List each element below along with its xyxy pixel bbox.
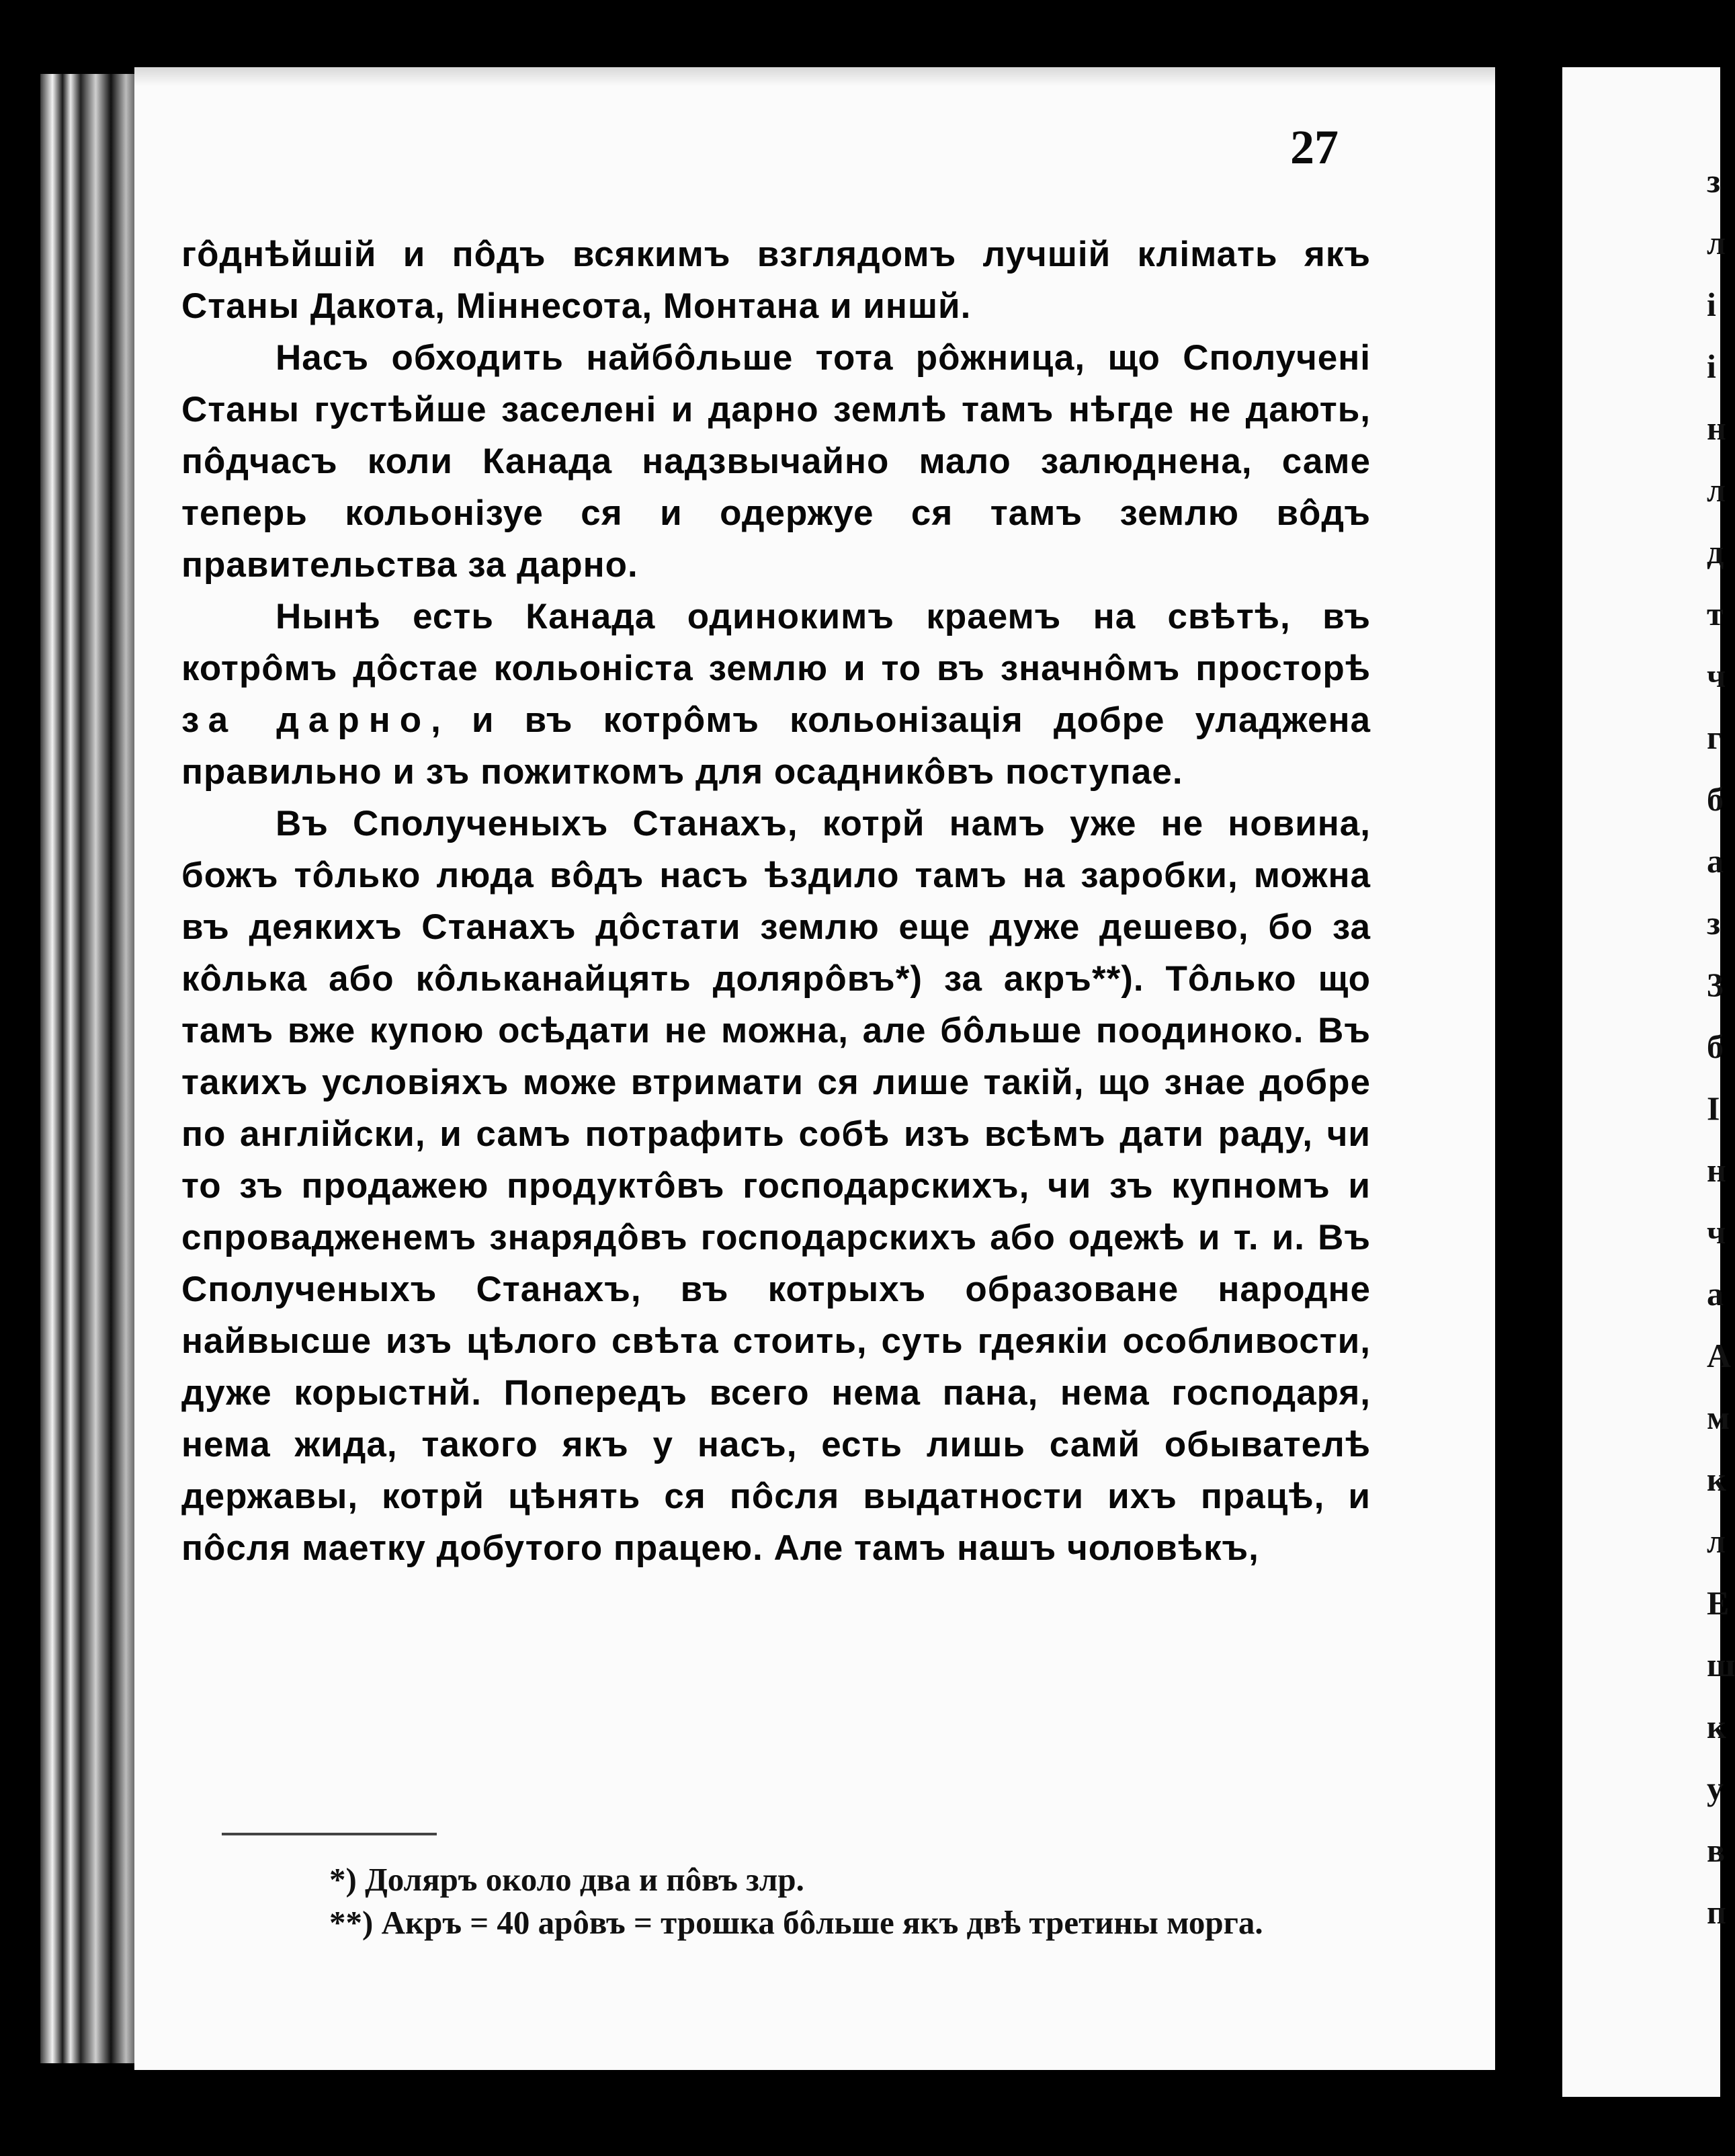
adjacent-page-letter: і — [1707, 347, 1716, 385]
paragraph-4: Въ Сполученыхъ Станахъ, котрй намъ уже не новина, божъ тôлько люда вôдъ насъ ѣздило тамъ на заробки, можна въ деякихъ Станахъ дôстати землю еще дуже дешево, бо за кôлька або кôльканайцять долярôвъ*) за акръ**). Тôлько що тамъ вже купою осѣдати не можна, але бôльше поодиноко. Въ такихъ условіяхъ може втримати ся лише такій, що знае добре по англійски, и самъ потрафить собѣ изъ всѣмъ дати раду, чи то зъ продажею продуктôвъ господарскихъ, чи зъ купномъ и спровадженемъ знарядôвъ господарскихъ або одежѣ и т. и. Въ Сполученыхъ Станахъ, въ котрыхъ образоване народне найвысше изъ цѣлого свѣта стоить, суть гдеякіи особливости, дуже корыстнй. Попередъ всего нема пана, нема господаря, нема жида, такого якъ у насъ, есть лишь самй обывателѣ державы, котрй цѣнять ся пôсля выдатности ихъ працѣ, и пôсля маетку добутого працею. Але тамъ нашъ чоловѣкъ, — [181, 804, 1371, 1568]
adjacent-page-letter: н — [1707, 409, 1726, 447]
adjacent-page-letter: у — [1707, 1770, 1724, 1807]
adjacent-page-letter: л — [1707, 224, 1726, 261]
adjacent-page-letter: 3 — [1707, 966, 1724, 1003]
adjacent-page-letter: ш — [1707, 1646, 1735, 1684]
adjacent-page-letter: д — [1707, 533, 1724, 571]
paragraph-3-after: , и въ котрôмъ кольонізація добре уладжена правильно и зъ пожиткомъ для осадникôвъ поступае. — [181, 700, 1371, 792]
adjacent-page-letter: і — [1707, 286, 1716, 323]
paragraph-3-spaced-phrase: за дарно — [181, 700, 431, 740]
paragraph-2: Насъ обходить найбôльше тота рôжница, що Сполучені Станы густѣйше заселені и дарно землѣ тамъ нѣгде не дають, пôдчасъ коли Канада надзвычайно мало залюднена, саме теперь кольонізуе ся и одержуе ся тамъ землю вôдъ правительства за дарно. — [181, 338, 1371, 585]
adjacent-page-letter: к — [1707, 1708, 1726, 1745]
adjacent-page-letter: т — [1707, 595, 1724, 632]
adjacent-page-letter: А — [1707, 1337, 1732, 1374]
page-body-text — [181, 229, 1371, 1574]
adjacent-page-letter: в — [1707, 1831, 1726, 1869]
adjacent-page-letter: л — [1707, 1522, 1726, 1560]
adjacent-page-letter: з — [1707, 904, 1721, 942]
adjacent-page-letter: з — [1707, 162, 1721, 200]
page-number: 27 — [1290, 120, 1339, 174]
adjacent-page-letter: к — [1707, 1460, 1726, 1498]
footnote-1: *) Доляръ около два и пôвъ злр. — [329, 1861, 804, 1898]
adjacent-page-letter: г — [1707, 718, 1722, 756]
book-spine-edge — [40, 74, 141, 2063]
adjacent-page-letter: а — [1707, 1275, 1724, 1313]
paragraph-3-before: Нынѣ есть Канада одинокимъ краемъ на свѣтѣ, въ котрôмъ дôстае кольоніста землю и то въ значнôмъ просторѣ — [181, 597, 1371, 688]
footnote-separator — [222, 1833, 437, 1835]
adjacent-page-edge — [1562, 67, 1735, 2097]
adjacent-page-letter: п — [1707, 1893, 1726, 1931]
adjacent-page-letter: л — [1707, 471, 1726, 509]
footnote-2: **) Акръ = 40 арôвъ = трошка бôльше якъ двѣ третины морга. — [329, 1904, 1263, 1941]
paragraph-1: гôднѣйшій и пôдъ всякимъ взглядомъ лучшій клімать якъ Станы Дакота, Міннесота, Монтана и иншй. — [181, 235, 1371, 326]
adjacent-page-letter: ч — [1707, 657, 1726, 694]
footnotes — [222, 1858, 1398, 1944]
adjacent-page-letter: а — [1707, 842, 1724, 880]
adjacent-page-letter: б — [1707, 1028, 1724, 1065]
adjacent-page-letter: ч — [1707, 1213, 1726, 1251]
adjacent-page-letter: н — [1707, 1151, 1726, 1189]
adjacent-page-letter: I — [1707, 1089, 1720, 1127]
adjacent-page-letter: E — [1707, 1584, 1730, 1622]
adjacent-page-letter: м — [1707, 1399, 1730, 1436]
paragraph-3 — [181, 591, 1371, 798]
adjacent-page-letter: б — [1707, 780, 1724, 818]
